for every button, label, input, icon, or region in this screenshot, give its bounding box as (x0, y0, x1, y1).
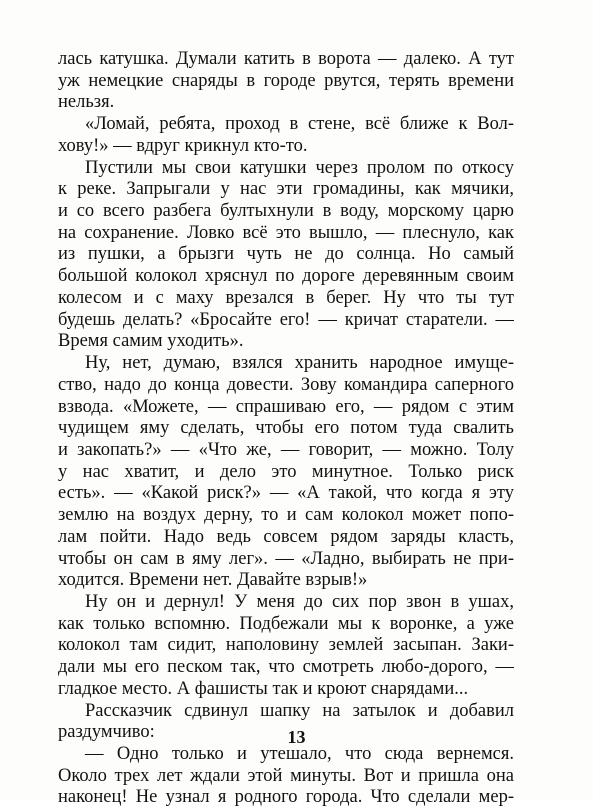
text-line: Пустили мы свои катушки через пролом по откосу (85, 157, 514, 178)
text-line: раздумчиво: (58, 722, 155, 743)
text-line: у нас хватит, и дело это минутное. Только риск (58, 461, 514, 482)
body-text (58, 49, 514, 809)
text-line: — Одно только и утешало, что сюда вернемся. (85, 744, 514, 764)
text-line: Время самим уходить». (58, 331, 244, 352)
text-line: Рассказчик сдвинул шапку на затылок и добавил (85, 700, 514, 721)
text-line: из пушки, а брызги чуть не до солнца. Но самый (58, 244, 514, 265)
text-line: к реке. Запрыгали у нас эти громадины, как мячики, (58, 179, 514, 200)
text-line: Ну он и дернул! У меня до сих пор звон в ушах, (85, 591, 514, 612)
text-line: гладкое место. А фашисты так и кроют снарядами... (58, 678, 469, 699)
text-line: как только вспомню. Подбежали мы к воронке, а уже (58, 613, 514, 634)
text-line: ходится. Времени нет. Давайте взрыв!» (58, 570, 368, 591)
text-line: будешь делать? «Бросайте его! — кричат старатели. — (58, 309, 514, 330)
text-line: Около трех лет ждали этой минуты. Вот и пришла она (58, 765, 514, 786)
text-line: есть». — «Какой риск?» — «А такой, что когда я эту (58, 483, 514, 504)
text-line: нельзя. (58, 92, 115, 113)
text-line: уж немецкие снаряды в городе рвутся, терять времени (58, 70, 514, 91)
text-line: хову!» — вдруг крикнул кто-то. (58, 135, 308, 156)
text-line: лам пойти. Надо ведь совсем рядом заряды класть, (58, 526, 514, 547)
text-line: взвода. «Можете, — спрашиваю его, — рядом с этим (58, 396, 514, 417)
text-line: землю на воздух дерну, то и сам колокол может попо- (58, 505, 514, 526)
text-line: и закопать?» — «Что же, — говорит, — можно. Толу (58, 439, 514, 460)
text-line: ство, надо до конца довести. Зову командира саперного (58, 374, 514, 395)
text-line: и со всего разбега бултыхнули в воду, морскому царю (58, 201, 514, 222)
text-line: большой колокол хряснул по дороге деревянным своим (58, 266, 514, 287)
text-line: дали мы его песком так, что смотреть любо-дорого, — (58, 657, 514, 678)
page-number: 13 (287, 727, 306, 747)
text-line: чтобы он сам в яму лег». — «Ладно, выбирать не при- (58, 548, 514, 569)
text-line: «Ломай, ребята, проход в стене, всё ближе к Вол- (85, 114, 514, 135)
text-line: Ну, нет, думаю, взялся хранить народное имуще- (85, 353, 514, 374)
text-line: колокол там сидит, наполовину землей засыпан. Заки- (58, 635, 514, 656)
text-line: чудищем яму сделать, чтобы его потом туда свалить (58, 418, 514, 439)
text-line: на сохранение. Ловко всё это вышло, — плеснуло, как (58, 222, 514, 243)
text-line: колесом и с маху врезался в берег. Ну что ты тут (58, 287, 514, 308)
text-line: лась катушка. Думали катить в ворота — далеко. А тут (58, 49, 514, 69)
text-line: наконец! Не узнал я родного города. Что сделали мер- (58, 787, 514, 808)
